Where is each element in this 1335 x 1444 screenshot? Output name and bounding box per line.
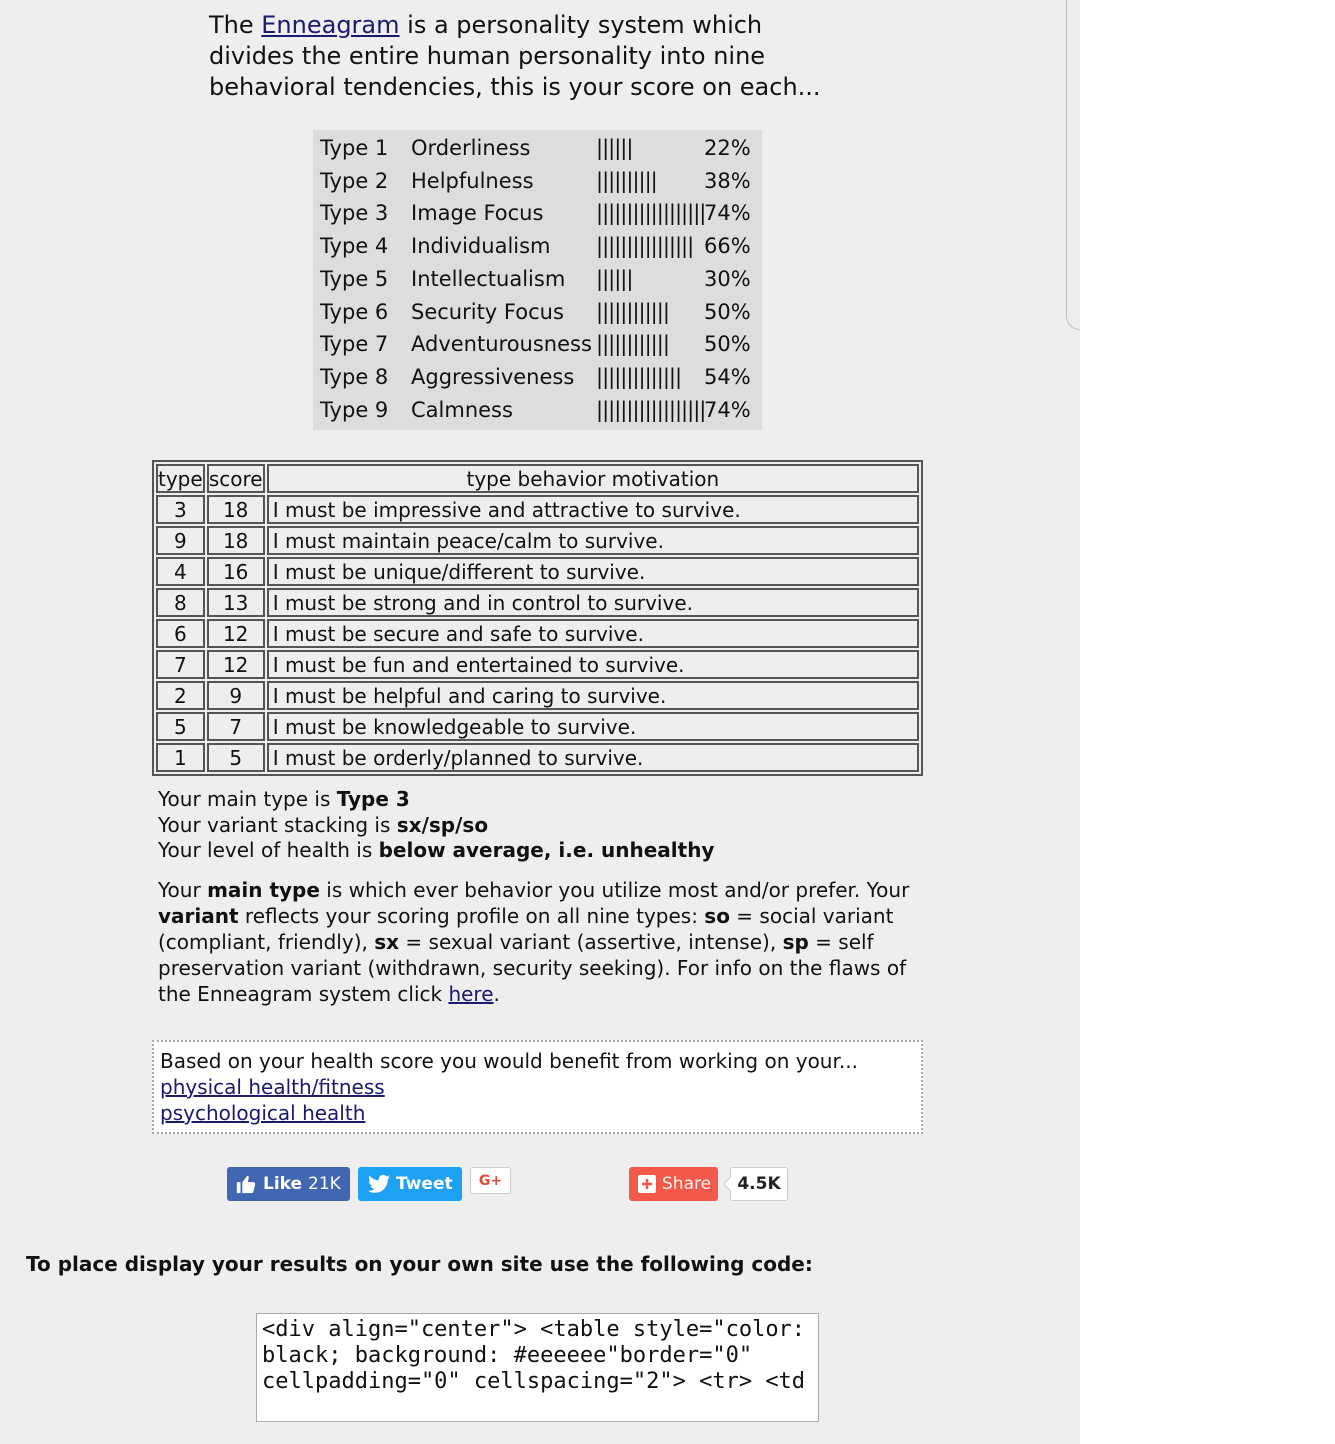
score-cell: 18: [207, 526, 265, 555]
enneagram-link[interactable]: Enneagram: [261, 11, 400, 39]
motivation-row: [156, 650, 919, 679]
motivation-row: [156, 681, 919, 710]
score-percent: 38%: [704, 168, 751, 193]
score-percent: 30%: [704, 266, 751, 291]
type-cell: 7: [156, 650, 205, 679]
plus-square-icon: [638, 1175, 656, 1193]
score-row: [313, 230, 762, 263]
score-type: Type 3: [320, 201, 389, 226]
score-row: [313, 394, 762, 427]
score-cell: 16: [207, 557, 265, 586]
score-type: Type 6: [320, 299, 389, 324]
explanation-paragraph: Your main type is which ever behavior you utilize most and/or prefer. Your variant reflects your scoring profile on all nine types: so = social variant (compliant, friendly), sx = sexual variant (assertive, intense), sp = self preservation variant (withdrawn, security seeking). For info on the flaws of the Enneagram system click here.: [158, 878, 910, 1006]
main-type-line: Your main type is Type 3: [158, 787, 410, 811]
score-type: Type 7: [320, 332, 389, 357]
score-type: Type 5: [320, 266, 389, 291]
motivation-cell: I must be helpful and caring to survive.: [267, 681, 919, 710]
health-line: Your level of health is below average, i.e. unhealthy: [158, 838, 715, 862]
score-name: Aggressiveness: [411, 364, 575, 389]
score-cell: 12: [207, 650, 265, 679]
facebook-like-button[interactable]: [227, 1167, 350, 1201]
like-label: Like: [263, 1174, 303, 1194]
physical-health-link[interactable]: physical health/fitness: [160, 1075, 385, 1099]
twitter-bird-icon: [368, 1174, 390, 1194]
flaws-here-link[interactable]: here: [448, 982, 494, 1006]
motivation-header-row: [156, 464, 919, 493]
motivation-cell: I must maintain peace/calm to survive.: [267, 526, 919, 555]
score-percent: 66%: [704, 234, 751, 259]
motivation-row: [156, 526, 919, 555]
type-cell: 8: [156, 588, 205, 617]
main-type-value: Type 3: [336, 787, 410, 811]
score-percent: 50%: [704, 332, 751, 357]
benefit-text: Based on your health score you would benefit from working on your...: [160, 1049, 858, 1073]
score-bar: ||||||||||||||: [596, 364, 682, 389]
intro-paragraph: [209, 10, 849, 103]
type-cell: 1: [156, 743, 205, 772]
motivation-row: [156, 588, 919, 617]
score-type: Type 1: [320, 136, 389, 160]
google-plus-button[interactable]: [470, 1167, 511, 1194]
score-bar: ||||||||||||: [596, 332, 669, 357]
score-bar: ||||||||||: [596, 168, 657, 193]
score-name: Calmness: [411, 397, 513, 422]
share-count-bubble: [730, 1167, 788, 1201]
embed-code-label: To place display your results on your own site use the following code:: [26, 1252, 813, 1276]
type-cell: 9: [156, 526, 205, 555]
score-type: Type 2: [320, 168, 389, 193]
result-summary: [158, 787, 918, 864]
score-cell: 5: [207, 743, 265, 772]
share-button[interactable]: [629, 1167, 718, 1201]
motivation-row: [156, 495, 919, 524]
motivation-row: [156, 743, 919, 772]
motivation-cell: I must be secure and safe to survive.: [267, 619, 919, 648]
score-row: [313, 296, 762, 329]
score-bar: ||||||||||||||||: [596, 234, 694, 259]
motivation-cell: I must be impressive and attractive to survive.: [267, 495, 919, 524]
type-cell: 2: [156, 681, 205, 710]
score-cell: 18: [207, 495, 265, 524]
thumbs-up-icon: [235, 1173, 257, 1195]
score-cell: 7: [207, 712, 265, 741]
benefit-box: [152, 1040, 923, 1134]
type-cell: 3: [156, 495, 205, 524]
score-row: [313, 197, 762, 230]
score-percent: 74%: [704, 201, 751, 226]
score-bar: ||||||: [596, 266, 633, 291]
score-bar: ||||||: [596, 136, 633, 160]
header-motivation: type behavior motivation: [267, 464, 919, 493]
score-name: Helpfulness: [411, 168, 534, 193]
motivation-cell: I must be knowledgeable to survive.: [267, 712, 919, 741]
google-plus-label: G+: [478, 1172, 503, 1189]
tweet-button[interactable]: [358, 1167, 462, 1201]
score-type: Type 4: [320, 234, 389, 259]
variant-value: sx/sp/so: [396, 812, 489, 837]
score-row: [313, 361, 762, 394]
type-cell: 4: [156, 557, 205, 586]
share-count: 4.5K: [737, 1174, 781, 1194]
score-percent: 74%: [704, 397, 751, 422]
health-value: below average, i.e. unhealthy: [378, 838, 715, 862]
score-percent: 54%: [704, 364, 751, 389]
score-cell: 9: [207, 681, 265, 710]
type-cell: 6: [156, 619, 205, 648]
score-row: [313, 263, 762, 296]
motivation-row: [156, 619, 919, 648]
score-percent: 22%: [704, 136, 751, 160]
score-name: Adventurousness: [411, 332, 592, 357]
variant-line: Your variant stacking is sx/sp/so: [158, 812, 489, 837]
like-count: 21K: [308, 1174, 341, 1194]
score-type: Type 9: [320, 397, 389, 422]
score-row: [313, 132, 762, 165]
tweet-label: Tweet: [396, 1174, 453, 1194]
motivation-cell: I must be orderly/planned to survive.: [267, 743, 919, 772]
psychological-health-link[interactable]: psychological health: [160, 1101, 366, 1125]
embed-code-textarea[interactable]: [256, 1313, 819, 1422]
header-type: type: [156, 464, 205, 493]
type-scores-table: [313, 130, 762, 430]
type-cell: 5: [156, 712, 205, 741]
score-percent: 50%: [704, 299, 751, 324]
score-row: [313, 328, 762, 361]
header-score: score: [207, 464, 265, 493]
score-name: Orderliness: [411, 136, 531, 160]
score-name: Security Focus: [411, 299, 564, 324]
side-panel-edge: [1066, 0, 1080, 330]
share-label: Share: [662, 1174, 712, 1194]
intro-text-after: is a personality system which divides the entire human personality into nine behavioral tendencies, this is your score on each...: [209, 11, 821, 101]
score-cell: 12: [207, 619, 265, 648]
score-bar: ||||||||||||: [596, 299, 669, 324]
motivation-cell: I must be strong and in control to survive.: [267, 588, 919, 617]
motivation-row: [156, 557, 919, 586]
score-row: [313, 165, 762, 198]
score-cell: 13: [207, 588, 265, 617]
score-name: Image Focus: [411, 201, 544, 226]
motivation-cell: I must be unique/different to survive.: [267, 557, 919, 586]
motivation-row: [156, 712, 919, 741]
score-name: Individualism: [411, 234, 551, 259]
score-bar: ||||||||||||||||||: [596, 201, 706, 226]
motivation-table: [152, 460, 923, 776]
intro-text-before: The: [209, 11, 262, 39]
motivation-cell: I must be fun and entertained to survive.: [267, 650, 919, 679]
score-type: Type 8: [320, 364, 389, 389]
score-bar: ||||||||||||||||||: [596, 397, 706, 422]
score-name: Intellectualism: [411, 266, 566, 291]
